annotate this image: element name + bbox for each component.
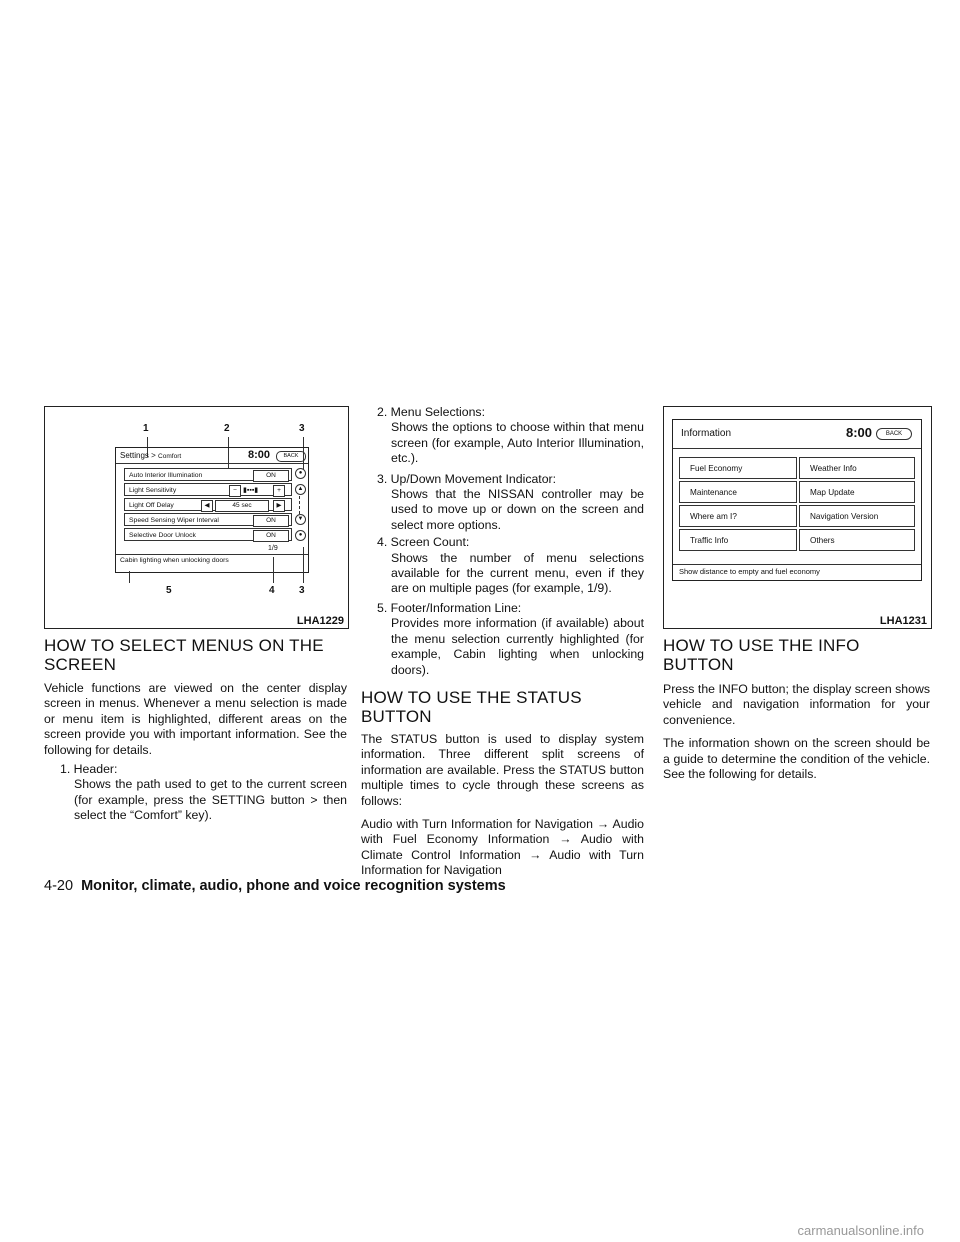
section3-paragraph-2: The information shown on the screen should be a guide to determine the condition of the vehicle. See the following for details.: [663, 736, 930, 782]
menu-row[interactable]: Light Sensitivity − ▮▪▪▪▮ +: [124, 483, 292, 496]
list-item: 5. Footer/Information Line: Provides more information (if available) about the menu selection currently highlighted (for example, Cabin lighting when unlocking doors).: [377, 600, 644, 677]
chapter-title: Monitor, climate, audio, phone and voice recognition systems: [81, 878, 506, 894]
clock: 8:00: [248, 449, 271, 461]
page-footer: [44, 878, 506, 894]
delay-value: 45 sec: [215, 500, 269, 512]
section3-paragraph-1: Press the INFO button; the display screen shows vehicle and navigation information for your convenience.: [663, 682, 930, 727]
menu-item[interactable]: Traffic Info: [679, 529, 797, 551]
scroll-bottom-icon[interactable]: ●: [295, 530, 306, 541]
section-title-select-menus: HOW TO SELECT MENUS ON THE SCREEN: [44, 636, 324, 674]
menu-item[interactable]: Navigation Version: [799, 505, 915, 527]
list-item: 1. Header: Shows the path used to get to the current screen (for example, press the SETTING button > then select the “Comfort” key).: [60, 762, 347, 823]
on-toggle[interactable]: ON: [253, 530, 289, 542]
back-button[interactable]: BACK: [876, 428, 912, 440]
watermark: carmanualsonline.info: [797, 1223, 924, 1238]
on-toggle[interactable]: ON: [253, 515, 289, 527]
menu-row[interactable]: Auto Interior Illumination ON: [124, 468, 292, 481]
on-toggle[interactable]: ON: [253, 470, 289, 482]
page-number: 4-20: [44, 878, 74, 894]
clock: 8:00: [846, 425, 873, 440]
callout-1: 1: [143, 423, 149, 434]
down-arrow-icon[interactable]: ▼: [295, 514, 306, 525]
list-item: 3. Up/Down Movement Indicator: Shows that the NISSAN controller may be used to move up or down on the screen and select more options.: [377, 471, 644, 532]
information-screen: [672, 419, 922, 581]
callout-2: 2: [224, 423, 230, 434]
menu-row[interactable]: Speed Sensing Wiper Interval ON: [124, 513, 292, 526]
menu-item[interactable]: Weather Info: [799, 457, 915, 479]
figure-settings-screen: [44, 406, 349, 629]
section2-sequence: Audio with Turn Information for Navigation → Audio with Fuel Economy Information → Audio with Climate Control Information → Audio with Turn Information for Navigation: [361, 816, 644, 878]
settings-screen: [115, 447, 309, 573]
column-2: [361, 405, 644, 879]
menu-row[interactable]: Selective Door Unlock ON: [124, 528, 292, 541]
callout-4: 4: [269, 585, 275, 596]
back-button[interactable]: BACK: [276, 451, 306, 462]
footer-info-line: Cabin lighting when unlocking doors: [120, 557, 229, 564]
page-count: 1/9: [268, 545, 278, 552]
sensitivity-level: ▮▪▪▪▮: [243, 487, 259, 494]
menu-row[interactable]: Light Off Delay ◀ 45 sec ▶: [124, 498, 292, 511]
scroll-top-icon[interactable]: ●: [295, 468, 306, 479]
section2-paragraph: The STATUS button is used to display system information. Three different split screens of information are available. Press the STATUS button multiple times to cycle through these screens as follows:: [361, 731, 644, 808]
menu-item[interactable]: Maintenance: [679, 481, 797, 503]
menu-item[interactable]: Others: [799, 529, 915, 551]
figure-label: LHA1229: [296, 615, 344, 627]
left-arrow-icon[interactable]: ◀: [201, 500, 213, 512]
callout-5: 5: [166, 585, 172, 596]
list-item: 2. Menu Selections: Shows the options to choose within that menu screen (for example, Auto Interior Illumination, etc.).: [377, 405, 644, 466]
list-item: 4. Screen Count: Shows the number of menu selections available for the current menu, even if they are on multiple pages (for example, 1/9).: [377, 535, 644, 596]
figure-label: LHA1231: [879, 615, 927, 627]
column-3: [663, 636, 930, 782]
column-1: [44, 636, 347, 824]
section-title-info-button: HOW TO USE THE INFO BUTTON: [663, 636, 860, 674]
right-arrow-icon[interactable]: ▶: [273, 500, 285, 512]
footer-info-line: Show distance to empty and fuel economy: [679, 567, 820, 576]
screen-header: Settings > Comfort: [120, 451, 182, 460]
minus-button[interactable]: −: [229, 485, 241, 497]
screen-title: Information: [681, 428, 732, 439]
menu-item[interactable]: Map Update: [799, 481, 915, 503]
figure-information-screen: [663, 406, 932, 629]
section-title-status-button: HOW TO USE THE STATUS BUTTON: [361, 687, 582, 726]
plus-button[interactable]: +: [273, 485, 285, 497]
menu-item[interactable]: Where am I?: [679, 505, 797, 527]
section1-intro: Vehicle functions are viewed on the center display screen in menus. Whenever a menu selection is made or menu item is highlighted, different areas on the screen provide you with important information. See the following for details.: [44, 681, 347, 757]
up-arrow-icon[interactable]: ▲: [295, 484, 306, 495]
callout-3-bottom: 3: [299, 585, 305, 596]
menu-item[interactable]: Fuel Economy: [679, 457, 797, 479]
callout-3-top: 3: [299, 423, 305, 434]
